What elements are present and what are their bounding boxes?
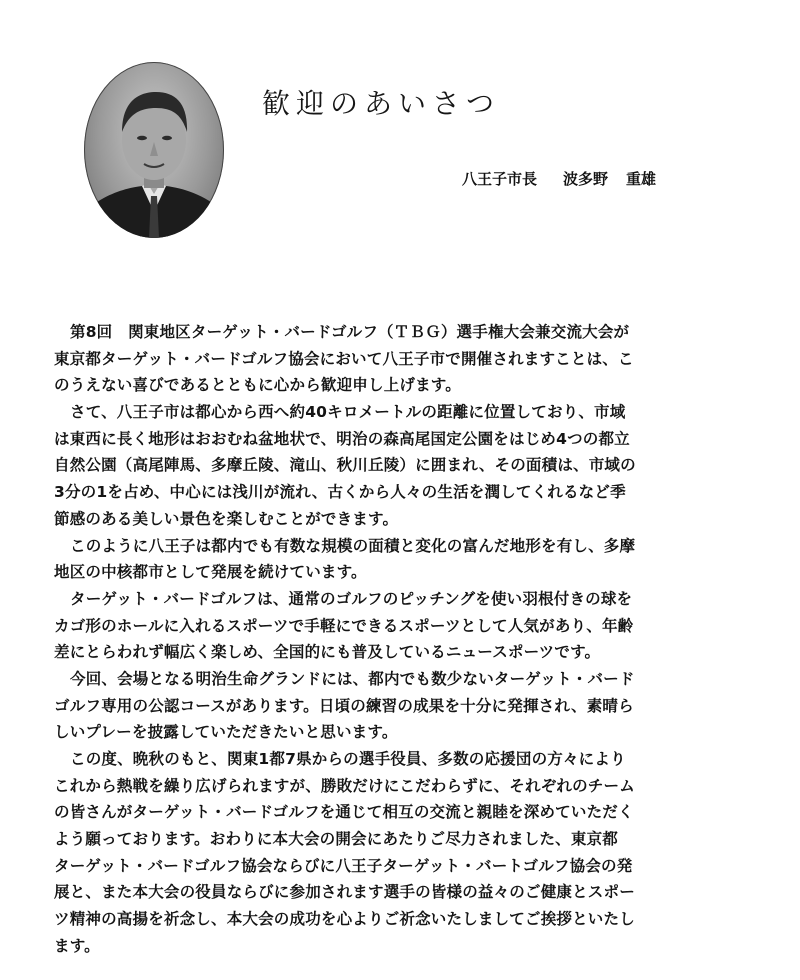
- body-line: カゴ形のホールに入れるスポーツで手軽にできるスポーツとして人気があり、年齢: [54, 616, 634, 635]
- author-role: 八王子市長: [462, 170, 538, 188]
- body-line: ゴルフ専用の公認コースがあります。日頃の練習の成果を十分に発揮され、素晴ら: [54, 696, 634, 715]
- body-line: 東京都ターゲット・バードゴルフ協会において八王子市で開催されますことは、こ: [54, 349, 634, 368]
- author-byline: [462, 168, 656, 189]
- body-line: ターゲット・バードゴルフは、通常のゴルフのピッチングを使い羽根付きの球を: [70, 589, 633, 608]
- body-line: さて、八王子市は都心から西へ約40キロメートルの距離に位置しており、市域: [70, 403, 626, 422]
- body-line: 自然公園（高尾陣馬、多摩丘陵、滝山、秋川丘陵）に囲まれ、その面積は、市域の: [54, 456, 636, 475]
- person-silhouette-icon: [84, 62, 224, 238]
- body-line: よう願っております。おわりに本大会の開会にあたりご尽力されました、東京都: [54, 830, 618, 849]
- page-title: 歓迎のあいさつ: [262, 87, 501, 120]
- body-line: 展と、また本大会の役員ならびに参加されます選手の皆様の益々のご健康とスポー: [54, 883, 635, 902]
- body-line: この度、晩秋のもと、関東1都7県からの選手役員、多数の応援団の方々により: [70, 750, 626, 768]
- author-surname: 波多野: [563, 170, 609, 188]
- body-line: のうえない喜びであるとともに心から歓迎申し上げます。: [54, 376, 461, 395]
- body-line: 地区の中核都市として発展を続けています。: [54, 563, 367, 582]
- body-line: これから熱戦を繰り広げられますが、勝敗だけにこだわらずに、それぞれのチーム: [54, 776, 635, 795]
- body-line: このように八王子は都内でも有数な規模の面積と変化の富んだ地形を有し、多摩: [70, 536, 636, 555]
- body-line: 節感のある美しい景色を楽しむことができます。: [54, 509, 399, 528]
- body-line: は東西に長く地形はおおむね盆地状で、明治の森高尾国定公園をはじめ4つの都立: [54, 429, 630, 448]
- author-given-name: 重雄: [626, 170, 657, 188]
- body-line: しいプレーを披露していただきたいと思います。: [54, 723, 398, 742]
- body-line: の皆さんがターゲット・バードゴルフを通じて相互の交流と親睦を深めていただく: [54, 803, 634, 822]
- body-line: ツ精神の高揚を祈念し、本大会の成功を心よりご祈念いたしましてご挨拶といたし: [54, 910, 635, 929]
- body-line: 差にとらわれず幅広く楽しめ、全国的にも普及しているニュースポーツです。: [54, 643, 601, 662]
- body-line: ターゲット・バードゴルフ協会ならびに八王子ターゲット・バートゴルフ協会の発: [54, 856, 633, 875]
- body-line: 3分の1を占め、中心には浅川が流れ、古くから人々の生活を潤してくれるなど季: [54, 483, 626, 502]
- body-line: 今回、会場となる明治生命グランドには、都内でも数少ないターゲット・バード: [70, 669, 635, 688]
- mayor-portrait-photo: [84, 62, 224, 238]
- body-line: ます。: [54, 936, 100, 955]
- body-line: 第8回 関東地区ターゲット・バードゴルフ（ＴＢＧ）選手権大会兼交流大会が: [70, 323, 630, 341]
- greeting-body-text: [54, 319, 754, 960]
